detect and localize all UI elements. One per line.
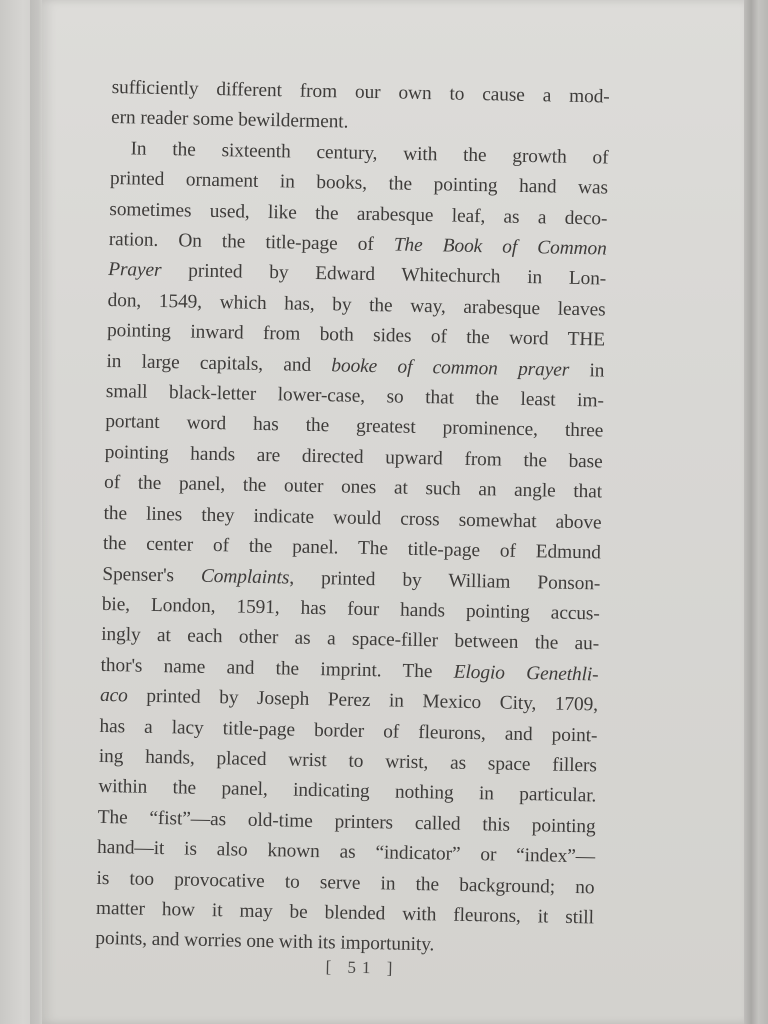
text-line: in large capitals, and booke of common prayer in: [106, 350, 605, 382]
text-line: of the panel, the outer ones at such an angle that: [103, 472, 603, 503]
text-line: has a lacy title-page border of fleurons, and point-: [99, 715, 598, 746]
text-line: matter how it may be blended with fleurons, it still: [95, 897, 595, 929]
text-line: portant word has the greatest prominence, three: [105, 411, 604, 442]
text-line: In the sixteenth century, with the growth of: [130, 138, 609, 169]
text-line: thor's name and the imprint. The Elogio Genethli-: [100, 654, 599, 686]
text-line: is too provocative to serve in the background; no: [96, 867, 595, 898]
text-line: sometimes used, like the arabesque leaf, as a deco-: [109, 198, 608, 230]
text-line: ing hands, placed wrist to wrist, as space fillers: [98, 745, 597, 777]
text-line: don, 1549, which has, by the way, arabesque leaves: [107, 289, 606, 321]
text-line: bie, London, 1591, has four hands pointing accus-: [101, 593, 600, 625]
text-line: ration. On the title-page of The Book of Common: [108, 229, 607, 260]
body-text: [95, 73, 610, 964]
text-line: within the panel, indicating nothing in particular.: [98, 776, 597, 807]
text-line: hand—it is also known as “indicator” or “index”—: [96, 837, 596, 868]
text-line: the center of the panel. The title-page of Edmund: [102, 533, 602, 564]
text-line: ern reader some bewilderment.: [110, 107, 349, 133]
text-line: The “fist”—as old-time printers called this pointing: [97, 806, 596, 838]
text-line: pointing inward from both sides of the word THE: [106, 320, 606, 351]
page-edge: [744, 0, 768, 1024]
text-line: printed ornament in books, the pointing hand was: [109, 168, 609, 199]
text-line: small black-letter lower-case, so that the least im-: [105, 381, 604, 412]
text-line: Spenser's Complaints, printed by William Ponson-: [102, 563, 601, 594]
text-line: the lines they indicate would cross somewhat above: [103, 502, 602, 534]
text-line: points, and worries one with its importunity.: [95, 928, 435, 956]
text-line: sufficiently different from our own to cause a mod-: [111, 76, 610, 108]
text-line: ingly at each other as a space-filler between the au-: [101, 624, 600, 655]
page-number: [ 51 ]: [325, 957, 399, 978]
text-line: pointing hands are directed upward from the base: [104, 441, 603, 473]
text-line: Prayer printed by Edward Whitechurch in Lon-: [108, 259, 607, 290]
text-line: aco printed by Joseph Perez in Mexico City, 1709,: [99, 685, 599, 716]
